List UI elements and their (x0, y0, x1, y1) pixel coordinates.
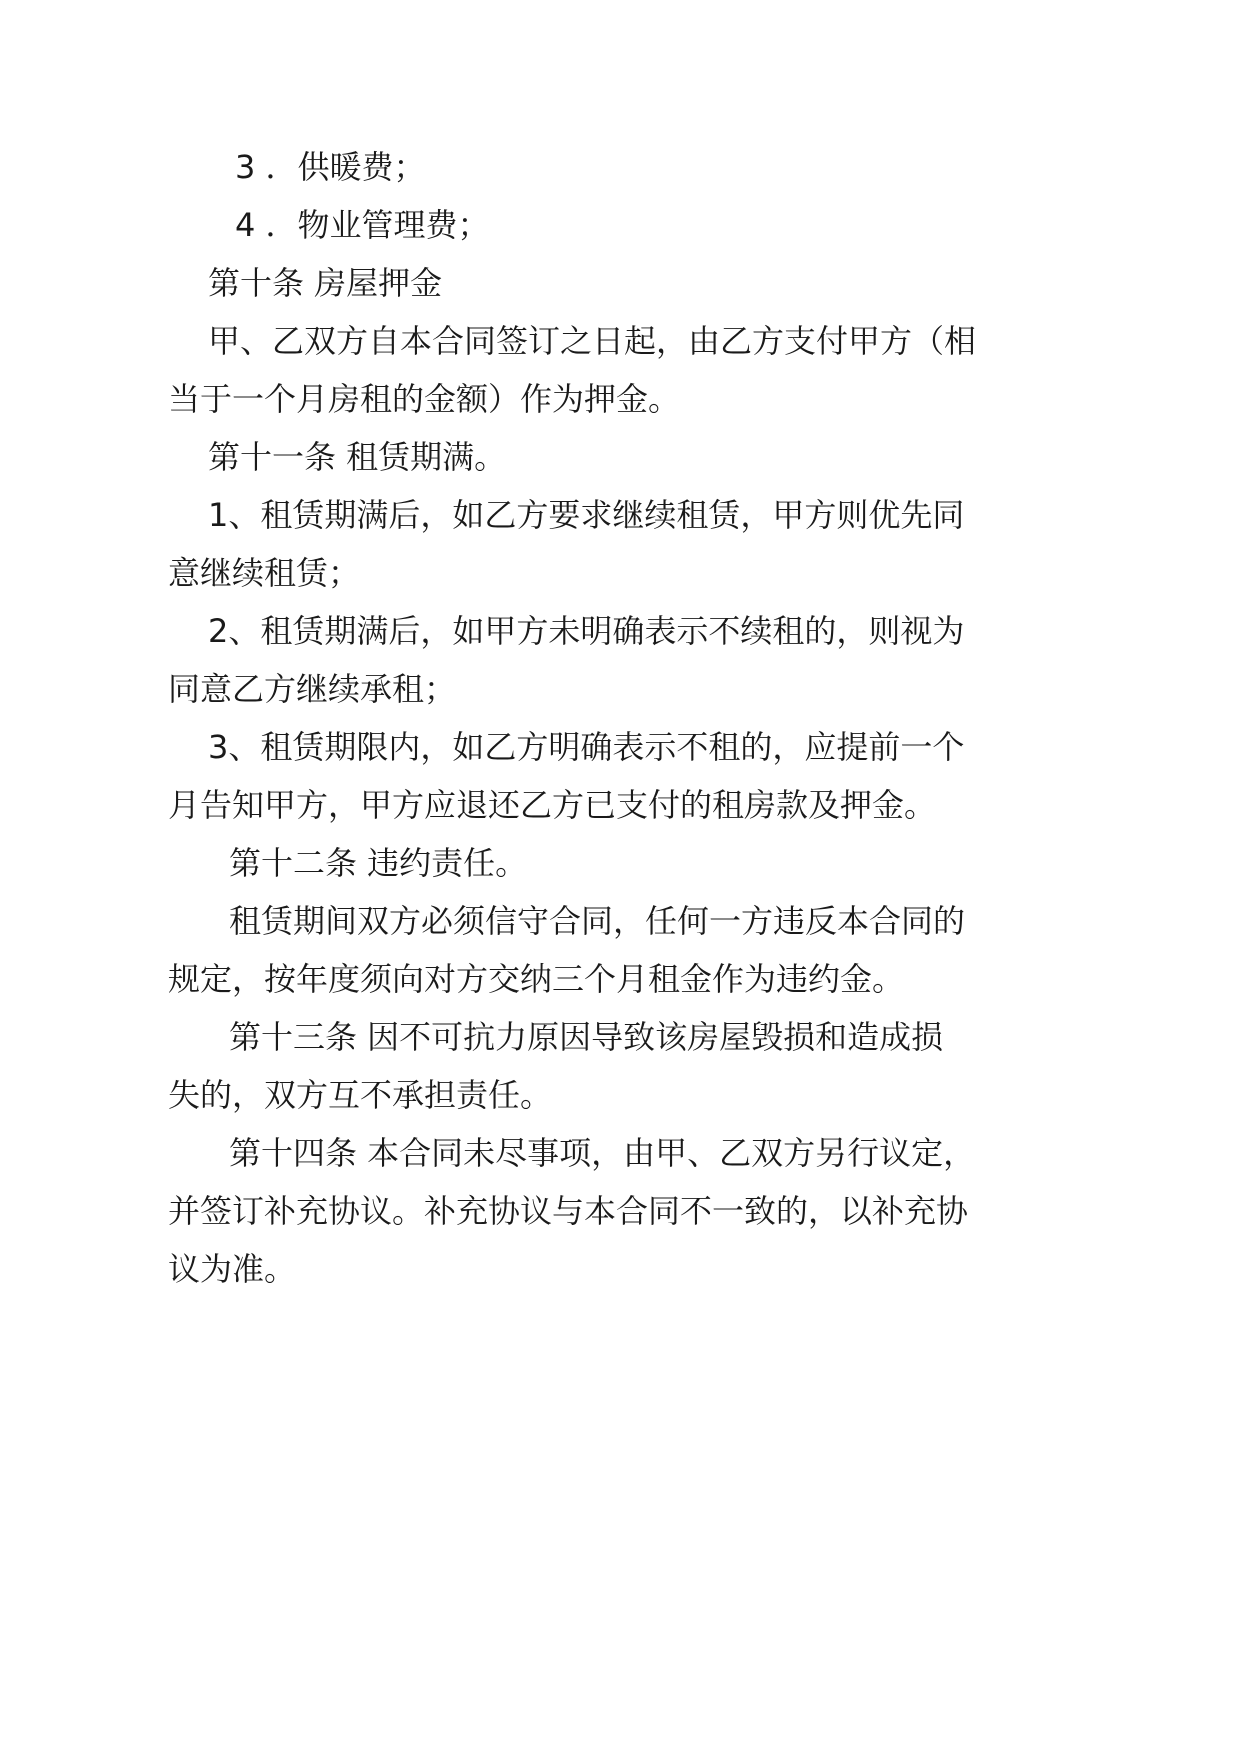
paragraph-line: 议为准。 (168, 1250, 297, 1288)
paragraph-line: 3、租赁期限内，如乙方明确表示不租的，应提前一个 (208, 728, 965, 766)
paragraph-line: 月告知甲方，甲方应退还乙方已支付的租房款及押金。 (168, 786, 937, 824)
paragraph-line: 规定，按年度须向对方交纳三个月租金作为违约金。 (168, 960, 905, 998)
paragraph-line: 失的，双方互不承担责任。 (168, 1076, 553, 1114)
article-10-heading: 第十条 房屋押金 (208, 264, 443, 302)
article-14-heading: 第十四条 本合同未尽事项，由甲、乙双方另行议定， (229, 1134, 976, 1172)
paragraph-line: 2、租赁期满后，如甲方未明确表示不续租的，则视为 (208, 612, 965, 650)
paragraph-line: 并签订补充协议。补充协议与本合同不一致的，以补充协 (168, 1192, 969, 1230)
paragraph-line: 租赁期间双方必须信守合同，任何一方违反本合同的 (229, 902, 966, 940)
paragraph-line: 当于一个月房租的金额）作为押金。 (168, 380, 681, 418)
article-11-heading: 第十一条 租赁期满。 (208, 438, 507, 476)
article-13-heading: 第十三条 因不可抗力原因导致该房屋毁损和造成损 (229, 1018, 944, 1056)
article-12-heading: 第十二条 违约责任。 (229, 844, 528, 882)
text-line-heating-fee: 3 ．供暖费； (235, 148, 426, 186)
text-line-property-fee: 4 ．物业管理费； (235, 206, 490, 244)
paragraph-line: 同意乙方继续承租； (168, 670, 457, 708)
paragraph-line: 甲、乙双方自本合同签订之日起，由乙方支付甲方（相 (208, 322, 977, 360)
paragraph-line: 意继续租赁； (168, 554, 361, 592)
paragraph-line: 1、租赁期满后，如乙方要求继续租赁，甲方则优先同 (208, 496, 965, 534)
